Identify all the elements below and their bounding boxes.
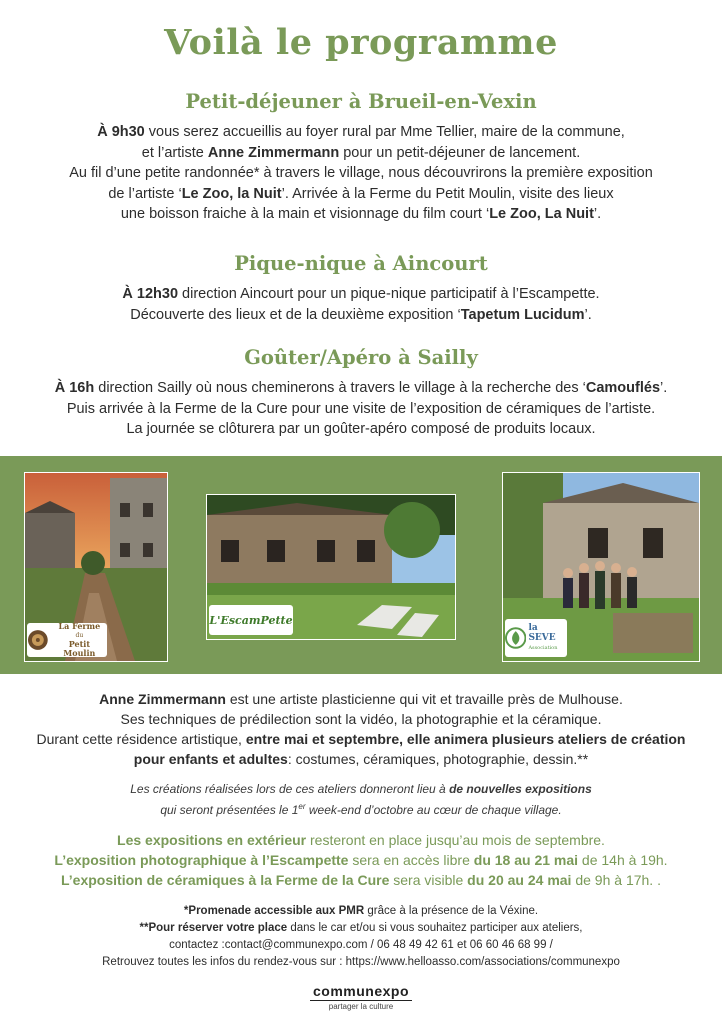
logo-seve-name: la SEVE: [528, 623, 556, 643]
text-line: Puis arrivée à la Ferme de la Cure pour une visite de l’exposition de céramiques de l’artiste.: [66, 400, 656, 417]
footnotes: [0, 903, 722, 971]
text-line: Au fil d’une petite randonnée* à travers le village, nous découvrirons la première exposition: [69, 165, 653, 181]
text-line: L’exposition photographique à l’Escampette sera en accès libre du 18 au 21 mai de 14h à 19h.: [54, 852, 668, 868]
logo-escampette-text: L'EscamPette: [209, 613, 293, 627]
section-text-sailly: [0, 378, 722, 440]
mill-wheel-icon: [27, 629, 49, 651]
communexpo-logo: [0, 983, 722, 1011]
text-line: Les créations réalisées lors de ces ateliers donneront lieu à de nouvelles expositions: [130, 782, 592, 796]
text-line: qui seront présentées le 1er week-end d’octobre au cœur de chaque village.: [160, 802, 562, 817]
text-line: *Promenade accessible aux PMR grâce à la présence de la Véxine.: [183, 905, 539, 917]
text-line: Ses techniques de prédilection sont la vidéo, la photographie et la céramique.: [120, 711, 602, 727]
text-line: La journée se clôturera par un goûter-apéro composé de produits locaux.: [126, 421, 596, 437]
text-line: de l’artiste ‘Le Zoo, la Nuit’. Arrivée à la Ferme du Petit Moulin, visite des lieux: [108, 185, 614, 202]
section-text-brueil: [0, 122, 722, 225]
logo-escampette: [209, 605, 293, 635]
workshop-note: [0, 781, 722, 819]
logo-moulin-line2: du: [75, 632, 84, 639]
photo-la-seve: [502, 472, 700, 662]
logo-seve-sub: Association: [528, 645, 558, 651]
brand-name: communexpo: [312, 983, 409, 999]
contact-line: contactez :contact@communexpo.com / 06 48 49 42 61 et 06 60 46 68 99 /: [169, 939, 553, 951]
logo-moulin-line1: La Ferme: [58, 621, 101, 631]
text-line: une boisson fraiche à la main et visionnage du film court ‘Le Zoo, La Nuit’.: [120, 206, 602, 222]
logo-la-seve: [505, 619, 567, 657]
brand-divider: [310, 1000, 412, 1001]
text-line: L’exposition de céramiques à la Ferme de la Cure sera visible du 20 au 24 mai de 9h à 17h. .: [61, 872, 661, 888]
logo-moulin-line3: Petit Moulin: [63, 639, 96, 658]
exhibitions-info: [0, 830, 722, 890]
text-line: À 16h direction Sailly où nous cheminerons à travers le village à la recherche des ‘Camouflés’.: [54, 380, 668, 396]
artist-bio: [0, 689, 722, 769]
text-line: Découverte des lieux et de la deuxième exposition ‘Tapetum Lucidum’.: [130, 306, 592, 323]
text-line: Les expositions en extérieur resteront en place jusqu’au mois de septembre.: [117, 832, 605, 848]
brand-tagline: partager la culture: [328, 1002, 394, 1011]
text-line: À 12h30 direction Aincourt pour un pique-nique participatif à l’Escampette.: [122, 286, 600, 302]
website-line: Retrouvez toutes les infos du rendez-vous sur : https://www.helloasso.com/associations/communexpo: [102, 956, 620, 968]
text-line: Anne Zimmermann est une artiste plasticienne qui vit et travaille près de Mulhouse.: [99, 691, 623, 707]
text-line: **Pour réserver votre place dans le car et/ou si vous souhaitez participer aux ateliers,: [139, 922, 583, 934]
section-heading-sailly: Goûter/Apéro à Sailly: [244, 346, 478, 369]
section-heading-brueil: Petit-déjeuner à Brueil-en-Vexin: [185, 90, 537, 113]
text-line: À 9h30 vous serez accueillis au foyer rural par Mme Tellier, maire de la commune,: [97, 124, 625, 140]
photo-escampette: [206, 494, 456, 640]
leaf-logo-icon: [505, 627, 526, 649]
text-line: pour enfants et adultes: costumes, céramiques, photographie, dessin.**: [133, 751, 589, 767]
text-line: Durant cette résidence artistique, entre mai et septembre, elle animera plusieurs ateliers de création: [36, 731, 686, 747]
page-title: Voilà le programme: [164, 22, 558, 63]
section-heading-aincourt: Pique-nique à Aincourt: [234, 252, 488, 275]
section-text-aincourt: [0, 284, 722, 325]
logo-ferme-petit-moulin: [27, 623, 107, 657]
text-line: et l’artiste Anne Zimmermann pour un petit-déjeuner de lancement.: [141, 144, 581, 161]
photo-ferme-petit-moulin: [24, 472, 168, 662]
